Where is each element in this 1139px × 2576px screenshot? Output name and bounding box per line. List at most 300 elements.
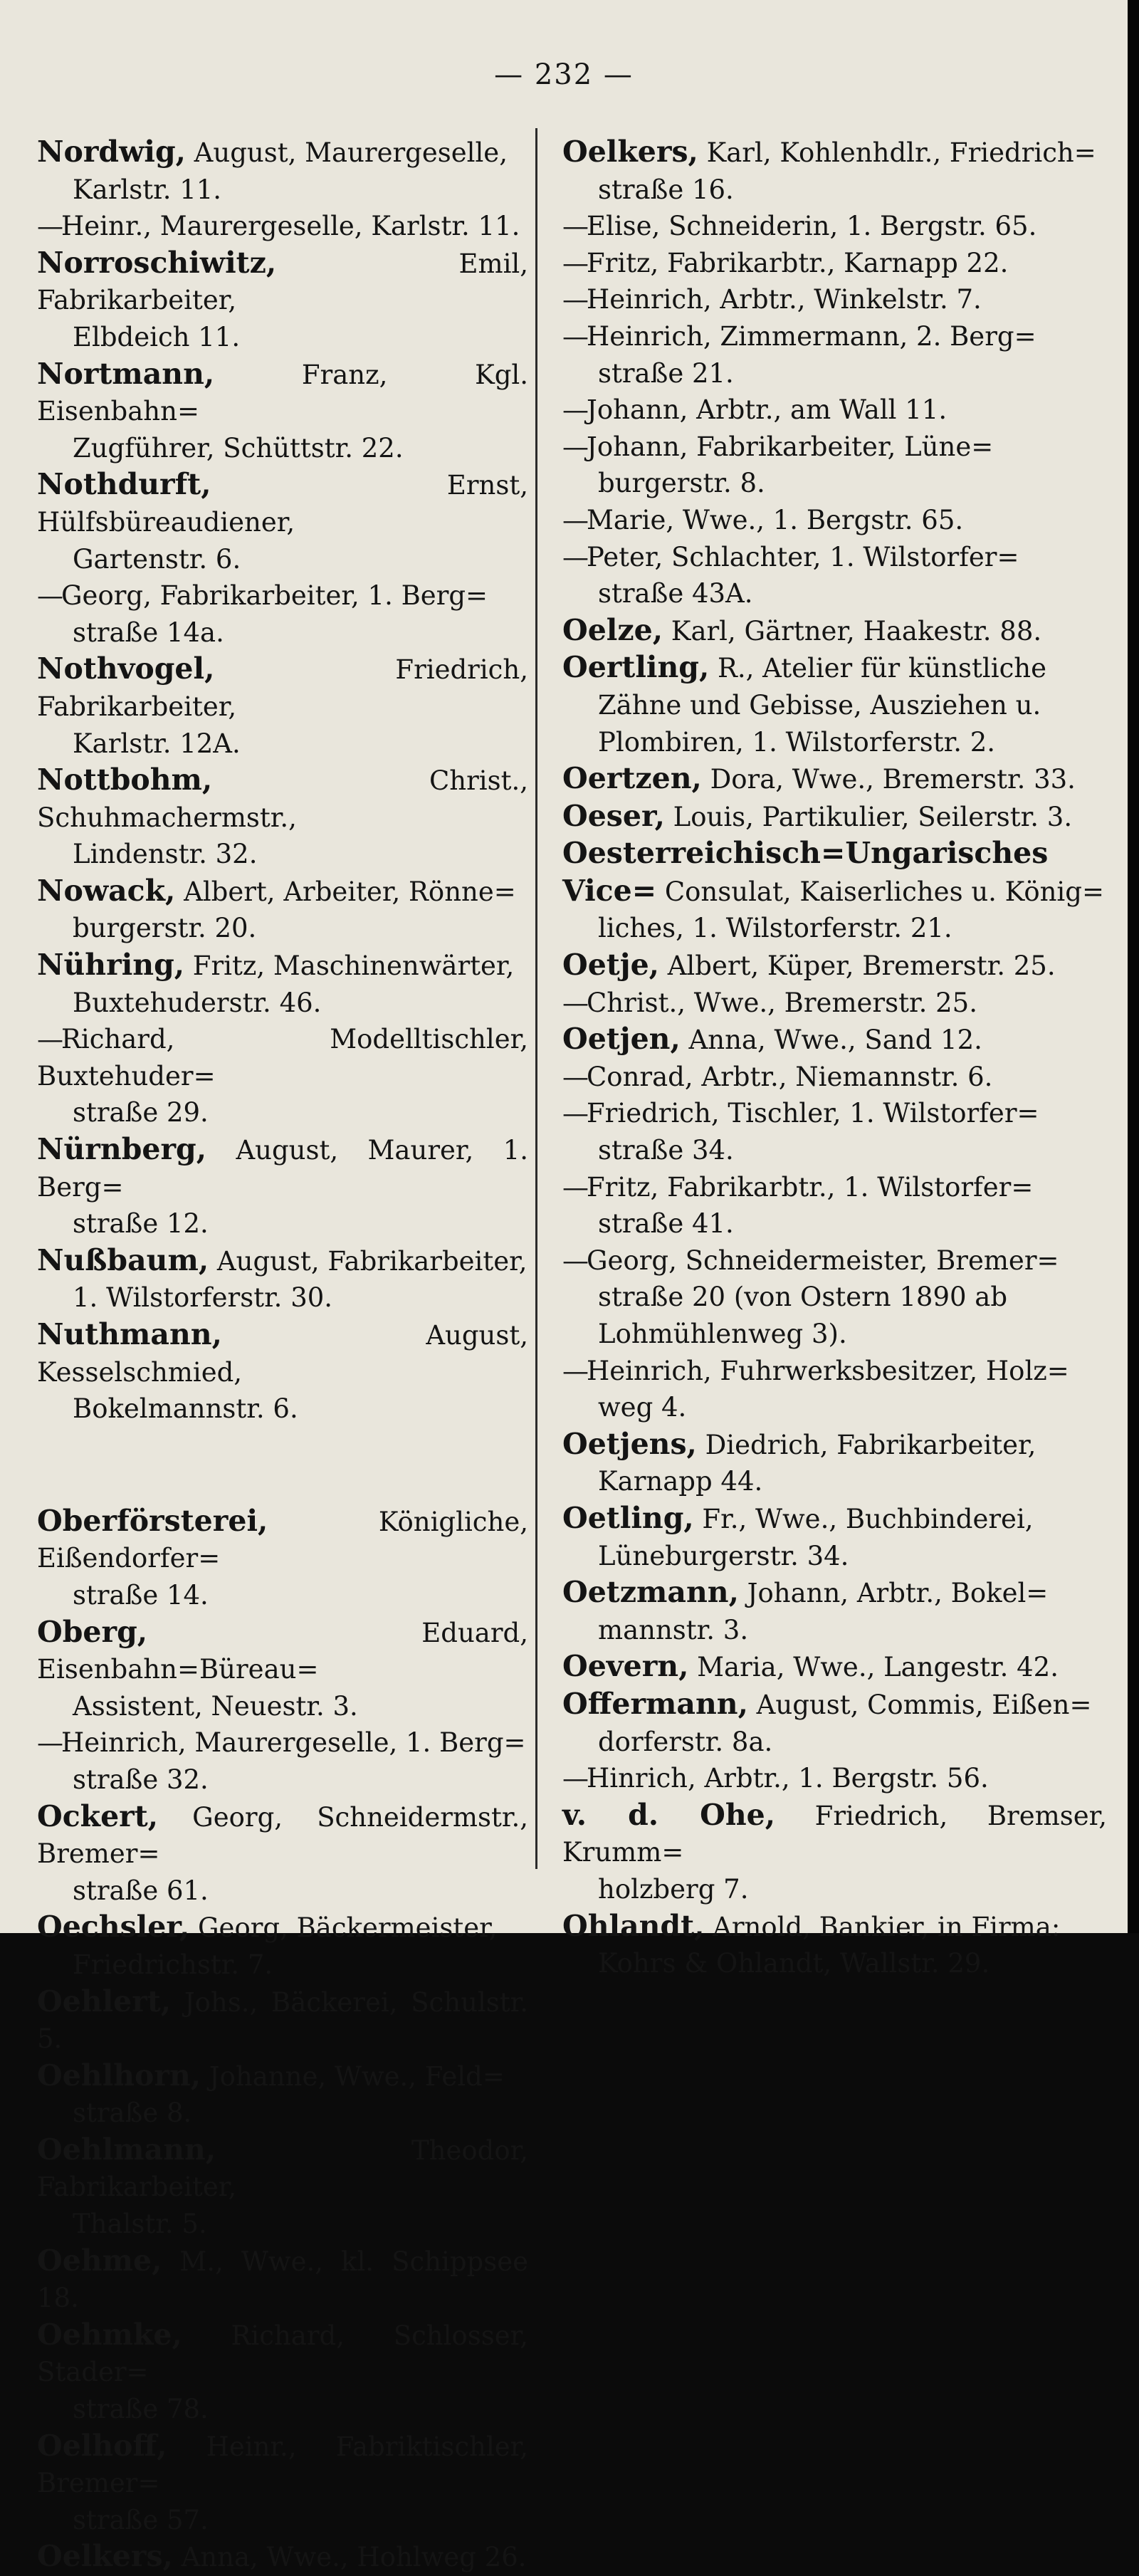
entry-surname: Oelhoff,: [37, 2428, 167, 2463]
entry-surname: Ockert,: [37, 1799, 158, 1833]
entry-text: Heinr., Maurergeselle, Karlstr. 11.: [61, 211, 520, 242]
directory-entry: [562, 1500, 1107, 1574]
directory-entry: [562, 1059, 1107, 1096]
ditto-dash: —: [562, 284, 589, 315]
entry-text: Johann, Arbtr., Bokel=: [747, 1578, 1049, 1609]
entry-first-line: [562, 1908, 1107, 1946]
entry-text: R., Atelier für künstliche: [718, 653, 1047, 684]
directory-entry: [562, 1426, 1107, 1500]
entry-surname: Nußbaum,: [37, 1242, 209, 1277]
ditto-dash: —: [562, 431, 589, 462]
entry-first-line: [37, 1614, 528, 1688]
directory-entry: [562, 649, 1107, 760]
directory-entry: [37, 762, 528, 873]
entry-first-line: [562, 1059, 1107, 1096]
entry-surname: Nottbohm,: [37, 763, 213, 797]
entry-text: August, Fabrikarbeiter,: [216, 1245, 527, 1277]
entry-continuation-line: [562, 1724, 1107, 1761]
ditto-dash: —: [562, 1355, 589, 1386]
entry-surname: Oehlert,: [37, 1984, 172, 2019]
entry-text: Franz, Kgl. Eisenbahn=: [37, 359, 528, 427]
entry-first-line: [562, 502, 1107, 539]
entry-text: Albert, Arbeiter, Rönne=: [184, 876, 516, 907]
entry-first-line: [562, 947, 1107, 985]
entry-surname: Oetling,: [562, 1500, 694, 1535]
directory-entry: [562, 1353, 1107, 1426]
entry-text: Lohmühlenweg 3).: [598, 1319, 847, 1349]
entry-first-line: [37, 2317, 528, 2391]
entry-first-line: [37, 1242, 528, 1280]
entry-text: liches, 1. Wilstorferstr. 21.: [598, 913, 952, 944]
entry-text: straße 8.: [73, 2098, 192, 2129]
entry-text: Fritz, Fabrikarbtr., Karnapp 22.: [587, 247, 1009, 278]
entry-text: August, Maurergeselle,: [194, 137, 508, 168]
entry-text: Fr., Wwe., Buchbinderei,: [702, 1503, 1034, 1534]
directory-entry: [37, 2428, 528, 2539]
ditto-dash: —: [37, 580, 63, 612]
entry-surname: Nowack,: [37, 873, 176, 908]
directory-entry: [562, 1797, 1107, 1908]
entry-text: dorferstr. 8a.: [598, 1726, 773, 1757]
entry-text: Bokelmannstr. 6.: [73, 1393, 298, 1425]
entry-text: Eduard, Eisenbahn=Büreau=: [37, 1617, 528, 1685]
entry-first-line: [37, 873, 528, 911]
entry-text: Plombiren, 1. Wilstorferstr. 2.: [598, 726, 996, 758]
entry-surname: Norroschiwitz,: [37, 245, 277, 280]
entry-surname: Nordwig,: [37, 135, 186, 169]
entry-surname: v. d. Ohe,: [562, 1797, 776, 1832]
entry-continuation-line: [562, 1132, 1107, 1169]
entry-text: 1. Wilstorferstr. 30.: [73, 1282, 333, 1314]
entry-text: Anna, Wwe., Hohlweg 26.: [181, 2542, 527, 2573]
entry-text: Friedrich, Fabrikarbeiter,: [37, 654, 528, 722]
directory-entry: [562, 760, 1107, 798]
directory-entry: [562, 208, 1107, 245]
entry-text: Buxtehuderstr. 46.: [73, 987, 322, 1018]
entry-first-line: [37, 1984, 528, 2058]
entry-continuation-line: [37, 1577, 528, 1614]
entry-surname: Oberförsterei,: [37, 1503, 268, 1538]
ditto-dash: —: [562, 1098, 589, 1129]
entry-first-line: [37, 1316, 528, 1391]
directory-entry: [37, 208, 528, 245]
entry-first-line: [37, 1724, 528, 1761]
entry-continuation-line: [562, 355, 1107, 392]
entry-text: Christ., Schuhmachermstr.,: [37, 765, 528, 833]
entry-first-line: [562, 798, 1107, 836]
entry-text: Maria, Wwe., Langestr. 42.: [697, 1652, 1059, 1683]
entry-text: Heinrich, Arbtr., Winkelstr. 7.: [587, 284, 982, 315]
directory-entry: [37, 1503, 528, 1614]
entry-text: Karnapp 44.: [598, 1466, 763, 1497]
entry-text: August, Kesselschmied,: [37, 1320, 528, 1388]
entry-surname: Nürnberg,: [37, 1132, 206, 1167]
entry-first-line: [37, 356, 528, 430]
entry-first-line: [562, 1021, 1107, 1059]
entry-first-line: [562, 985, 1107, 1022]
entry-text: straße 43A.: [598, 578, 753, 609]
entry-text: Elise, Schneiderin, 1. Bergstr. 65.: [587, 211, 1037, 242]
entry-continuation-line: [37, 1688, 528, 1725]
entry-text: Königliche, Eißendorfer=: [37, 1506, 528, 1574]
entry-first-line: [37, 2243, 528, 2317]
entry-text: Hinrich, Arbtr., 1. Bergstr. 56.: [587, 1763, 989, 1794]
entry-continuation-line: [37, 2502, 528, 2539]
directory-entry: [562, 429, 1107, 502]
entry-continuation-line: [37, 430, 528, 467]
entry-text: Peter, Schlachter, 1. Wilstorfer=: [587, 541, 1019, 572]
entry-surname: Oetjen,: [562, 1022, 681, 1057]
directory-entry: [37, 1909, 528, 1983]
entry-continuation-line: [562, 1389, 1107, 1426]
ditto-dash: —: [37, 1024, 63, 1055]
directory-entry: [562, 1095, 1107, 1168]
entry-text: straße 12.: [73, 1208, 209, 1240]
ditto-dash: —: [562, 987, 589, 1018]
directory-entry: [562, 392, 1107, 429]
ditto-dash: —: [562, 541, 589, 572]
entry-first-line: [37, 2428, 528, 2502]
entry-first-line: [562, 1353, 1107, 1390]
entry-first-line: [37, 762, 528, 836]
directory-entry: [562, 798, 1107, 836]
entry-surname: Oertzen,: [562, 761, 702, 796]
entry-text: Emil, Fabrikarbeiter,: [37, 248, 528, 316]
entry-continuation-line: [562, 1945, 1107, 1982]
directory-entry: [37, 947, 528, 1021]
entry-continuation-line: [37, 541, 528, 578]
entry-first-line: [562, 1574, 1107, 1612]
ditto-dash: —: [562, 247, 589, 278]
directory-entry: [562, 245, 1107, 282]
directory-entry: [562, 1908, 1107, 1982]
entry-continuation-line: [562, 910, 1107, 947]
entry-first-line: [562, 281, 1107, 318]
entry-text: Diedrich, Fabrikarbeiter,: [705, 1429, 1036, 1460]
ditto-dash: —: [562, 1763, 589, 1794]
entry-text: straße 29.: [73, 1097, 209, 1129]
entry-continuation-line: [37, 1205, 528, 1242]
entry-surname: Oevern,: [562, 1649, 689, 1684]
entry-continuation-line: [562, 465, 1107, 502]
directory-entry: [37, 1799, 528, 1910]
entry-first-line: [37, 134, 528, 172]
entry-first-line: [37, 208, 528, 245]
entry-continuation-line: [37, 319, 528, 356]
entry-text: straße 20 (von Ostern 1890 ab: [598, 1282, 1008, 1313]
entry-first-line: [562, 429, 1107, 466]
entry-text: straße 32.: [73, 1764, 209, 1795]
entry-text: Heinrich, Maurergeselle, 1. Berg=: [61, 1727, 526, 1759]
entry-continuation-line: [562, 1871, 1107, 1908]
entry-text: Georg, Fabrikarbeiter, 1. Berg=: [61, 580, 488, 612]
directory-entry: [37, 2317, 528, 2428]
entry-first-line: [37, 245, 528, 319]
directory-entry: [562, 835, 1107, 947]
directory-entry: [562, 539, 1107, 612]
entry-text: Dora, Wwe., Bremerstr. 33.: [710, 764, 1076, 795]
directory-entry: [37, 356, 528, 467]
directory-entry: [37, 577, 528, 651]
entry-first-line: [37, 1131, 528, 1205]
entry-text: Ernst, Hülfsbüreaudiener,: [37, 470, 528, 538]
directory-entry: [562, 318, 1107, 392]
entry-text: burgerstr. 20.: [73, 913, 257, 944]
entry-surname: Oehlhorn,: [37, 2058, 201, 2093]
entry-first-line: [562, 1648, 1107, 1686]
entry-first-line: [37, 577, 528, 614]
directory-entry: [37, 466, 528, 577]
directory-entry: [37, 1984, 528, 2058]
directory-entry: [37, 1021, 528, 1131]
entry-surname: Nortmann,: [37, 356, 215, 391]
ditto-dash: —: [37, 211, 63, 242]
entry-text: Karl, Kohlenhdlr., Friedrich=: [706, 137, 1096, 168]
entry-continuation-line: [562, 1279, 1107, 1316]
entry-text: Theodor, Fabrikarbeiter,: [37, 2135, 528, 2203]
entry-first-line: [562, 1426, 1107, 1464]
entry-continuation-line: [562, 575, 1107, 612]
entry-first-line: [562, 208, 1107, 245]
entry-surname: Oberg,: [37, 1614, 148, 1649]
entry-text: August, Maurer, 1. Berg=: [37, 1135, 529, 1203]
directory-entry: [562, 1648, 1107, 1686]
entry-text: straße 61.: [73, 1875, 209, 1906]
entry-first-line: [562, 1169, 1107, 1206]
entry-text: Friedrich, Tischler, 1. Wilstorfer=: [587, 1098, 1039, 1129]
entry-surname: Nühring,: [37, 948, 185, 983]
entry-first-line: [562, 1500, 1107, 1538]
directory-entry: [37, 2243, 528, 2317]
entry-continuation-line: [37, 614, 528, 651]
section-gap: [37, 1428, 528, 1503]
entry-first-line: [562, 760, 1107, 798]
entry-text: straße 34.: [598, 1135, 734, 1166]
entry-continuation-line: [562, 1538, 1107, 1575]
column-divider: [535, 128, 537, 1869]
entry-text: Arnold, Bankier, in Firma:: [713, 1911, 1061, 1942]
entry-text: Zugführer, Schüttstr. 22.: [73, 432, 404, 464]
entry-text: Fritz, Maschinenwärter,: [192, 951, 515, 982]
entry-surname: Oelkers,: [37, 2539, 173, 2574]
entry-text: Karlstr. 11.: [73, 174, 222, 205]
entry-continuation-line: [562, 1316, 1107, 1353]
entry-continuation-line: [37, 1761, 528, 1799]
entry-text: August, Commis, Eißen=: [756, 1689, 1092, 1720]
entry-continuation-line: [37, 2391, 528, 2428]
entry-surname: Oehmke,: [37, 2317, 182, 2352]
entry-text: Friedrich, Bremser, Krumm=: [562, 1800, 1107, 1868]
ditto-dash: —: [562, 211, 589, 242]
directory-entry: [37, 1131, 528, 1242]
directory-entry: [562, 1760, 1107, 1797]
entry-text: Richard, Schlosser, Stader=: [37, 2320, 528, 2388]
ditto-dash: —: [37, 1727, 63, 1759]
entry-text: burgerstr. 8.: [598, 468, 765, 499]
directory-entry: [37, 873, 528, 947]
entry-text: Marie, Wwe., 1. Bergstr. 65.: [587, 504, 964, 535]
entry-text: Anna, Wwe., Sand 12.: [688, 1025, 982, 1056]
entry-surname: Oetje,: [562, 948, 659, 983]
entry-surname: Offermann,: [562, 1686, 748, 1721]
entry-text: Georg, Schneidermstr., Bremer=: [37, 1801, 529, 1870]
directory-entry: [562, 1574, 1107, 1648]
entry-text: Christ., Wwe., Bremerstr. 25.: [587, 987, 977, 1018]
page-number: — 232 —: [494, 58, 634, 91]
entry-first-line: [562, 1686, 1107, 1724]
entry-surname: Oelze,: [562, 612, 663, 647]
entry-text: mannstr. 3.: [598, 1614, 749, 1645]
entry-first-line: [37, 1909, 528, 1947]
entry-first-line: [562, 245, 1107, 282]
entry-first-line: [37, 2058, 528, 2095]
entry-first-line: [562, 1095, 1107, 1132]
entry-continuation-line: [37, 836, 528, 873]
directory-entry: [562, 281, 1107, 318]
ditto-dash: —: [562, 394, 589, 426]
entry-text: Heinrich, Fuhrwerksbesitzer, Holz=: [587, 1355, 1069, 1386]
entry-surname: Oelkers,: [562, 135, 698, 169]
entry-first-line: [37, 466, 528, 540]
entry-first-line: [562, 835, 1107, 910]
entry-text: Kohrs & Ohlandt, Wallstr. 29.: [598, 1948, 990, 1979]
right-column: [562, 134, 1107, 1982]
entry-continuation-line: [37, 172, 528, 209]
entry-continuation-line: [562, 687, 1107, 724]
entry-continuation-line: [37, 1873, 528, 1910]
entry-first-line: [37, 1021, 528, 1094]
entry-first-line: [37, 1799, 528, 1873]
entry-text: Elbdeich 11.: [73, 321, 241, 352]
scan-edge: [1128, 0, 1139, 1933]
entry-first-line: [37, 2132, 528, 2206]
directory-entry: [562, 1021, 1107, 1059]
entry-first-line: [562, 1242, 1107, 1279]
entry-continuation-line: [562, 1205, 1107, 1242]
entry-continuation-line: [562, 724, 1107, 761]
directory-entry: [562, 985, 1107, 1022]
directory-entry: [37, 1614, 528, 1725]
directory-entry: [37, 134, 528, 208]
entry-text: Heinr., Fabriktischler, Bremer=: [37, 2431, 529, 2499]
entry-continuation-line: [37, 1279, 528, 1316]
entry-text: straße 78.: [73, 2394, 209, 2425]
entry-text: Georg, Bäckermeister,: [197, 1912, 498, 1944]
entry-continuation-line: [562, 172, 1107, 209]
entry-text: Johann, Fabrikarbeiter, Lüne=: [587, 431, 994, 462]
entry-text: Assistent, Neuestr. 3.: [73, 1690, 358, 1722]
entry-text: straße 14a.: [73, 617, 224, 648]
entry-text: Heinrich, Zimmermann, 2. Berg=: [587, 320, 1036, 352]
entry-text: Johs., Bäckerei, Schulstr. 5.: [37, 1986, 528, 2055]
entry-text: Karl, Gärtner, Haakestr. 88.: [671, 615, 1042, 646]
entry-first-line: [37, 651, 528, 725]
entry-first-line: [37, 947, 528, 985]
entry-continuation-line: [562, 1463, 1107, 1500]
entry-text: straße 57.: [73, 2504, 209, 2535]
entry-first-line: [562, 1760, 1107, 1797]
entry-continuation-line: [37, 2095, 528, 2132]
entry-surname: Oehlmann,: [37, 2132, 216, 2167]
entry-text: Georg, Schneidermeister, Bremer=: [587, 1245, 1059, 1276]
ditto-dash: —: [562, 504, 589, 535]
directory-entry: [37, 245, 528, 356]
entry-text: M., Wwe., kl. Schippsee 18.: [37, 2246, 528, 2314]
ditto-dash: —: [562, 320, 589, 352]
directory-entry: [562, 1686, 1107, 1760]
entry-text: Zähne und Gebisse, Ausziehen u.: [598, 689, 1041, 721]
entry-surname: Ohlandt,: [562, 1908, 705, 1943]
entry-text: Thalstr. 5.: [73, 2209, 207, 2240]
entry-continuation-line: [37, 2206, 528, 2243]
entry-first-line: [562, 134, 1107, 172]
entry-text: straße 14.: [73, 1579, 209, 1611]
entry-continuation-line: [37, 1947, 528, 1984]
entry-text: Albert, Küper, Bremerstr. 25.: [667, 951, 1056, 982]
entry-text: Friedrichstr. 7.: [73, 1949, 273, 1980]
entry-first-line: [562, 612, 1107, 650]
ditto-dash: —: [562, 1171, 589, 1203]
entry-first-line: [562, 1797, 1107, 1871]
entry-first-line: [562, 649, 1107, 687]
entry-continuation-line: [37, 726, 528, 763]
entry-text: Lindenstr. 32.: [73, 839, 258, 870]
entry-text: holzberg 7.: [598, 1873, 749, 1905]
directory-entry: [562, 502, 1107, 539]
directory-entry: [37, 2538, 528, 2576]
directory-entry: [37, 1242, 528, 1316]
directory-entry: [37, 1724, 528, 1798]
ditto-dash: —: [562, 1245, 589, 1276]
directory-entry: [562, 1242, 1107, 1353]
directory-entry: [562, 134, 1107, 208]
entry-surname: Nothdurft,: [37, 467, 211, 502]
entry-continuation-line: [37, 910, 528, 947]
entry-first-line: [562, 539, 1107, 576]
entry-continuation-line: [37, 1391, 528, 1428]
entry-text: Richard, Modelltischler, Buxtehuder=: [37, 1024, 528, 1091]
entry-text: straße 16.: [598, 174, 734, 205]
entry-text: Fritz, Fabrikarbtr., 1. Wilstorfer=: [587, 1171, 1034, 1203]
entry-first-line: [562, 318, 1107, 355]
entry-first-line: [37, 2538, 528, 2576]
entry-text: Johanne, Wwe., Feld=: [209, 2061, 505, 2092]
entry-text: Lüneburgerstr. 34.: [598, 1540, 849, 1571]
entry-continuation-line: [562, 1612, 1107, 1649]
entry-surname: Oeser,: [562, 798, 665, 833]
entry-text: Karlstr. 12A.: [73, 728, 241, 759]
entry-surname: Oesterreichisch=Ungarisches Vice=: [562, 836, 1049, 908]
entry-surname: Nuthmann,: [37, 1317, 222, 1351]
entry-text: Gartenstr. 6.: [73, 543, 241, 575]
entry-surname: Nothvogel,: [37, 651, 215, 686]
entry-surname: Oetzmann,: [562, 1575, 739, 1610]
entry-continuation-line: [37, 1094, 528, 1131]
entry-surname: Oetjens,: [562, 1426, 697, 1461]
directory-entry: [37, 2132, 528, 2243]
entry-surname: Oertling,: [562, 650, 710, 685]
directory-entry: [37, 2058, 528, 2132]
entry-text: Johann, Arbtr., am Wall 11.: [587, 394, 948, 426]
entry-text: weg 4.: [598, 1392, 687, 1423]
entry-text: straße 21.: [598, 357, 734, 389]
directory-entry: [562, 947, 1107, 985]
entry-first-line: [37, 1503, 528, 1577]
left-column: [37, 134, 528, 2576]
entry-surname: Oechsler,: [37, 1910, 190, 1944]
entry-continuation-line: [37, 985, 528, 1022]
entry-text: Conrad, Arbtr., Niemannstr. 6.: [587, 1061, 993, 1092]
